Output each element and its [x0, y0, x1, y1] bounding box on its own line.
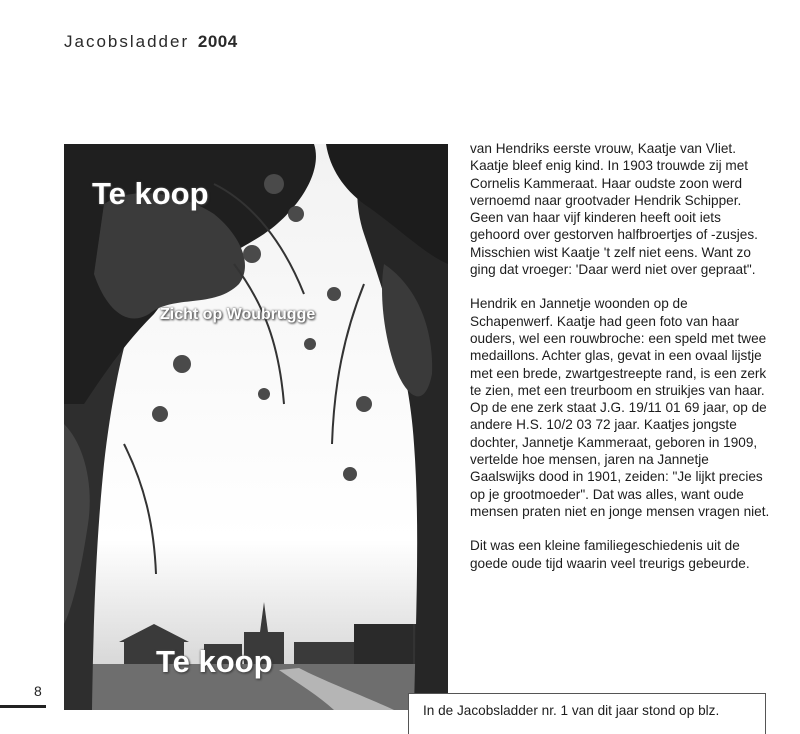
next-article-box	[408, 693, 766, 734]
village-photo	[64, 144, 448, 710]
article-paragraph: Hendrik en Jannetje woonden op de Schapenwerf. Kaatje had geen foto van haar ouders, wel een rouwbroche: een speld met twee medaillons. Achter glas, gevat in een ovaal lijstje met een brede, zwartgestreepte rand, is een zerk te zien, met een treurboom en struikjes van haar. Op de ene zerk staat J.G. 19/11 01 69 jaar, op de andere H.S. 10/2 03 72 jaar. Kaatjes jongste dochter, Jannetje Kammeraat, geboren in 1909, vertelde hoe mensen, jaren na Jannetje Gaalswijks dood in 1901, zeiden: "Je lijkt precies op je grootmoeder". Dat was alles, want oude mensen praten niet en jonge mensen vragen niet.	[470, 296, 770, 519]
photo-caption: Zicht op Woubrugge	[160, 306, 316, 323]
article-paragraph: van Hendriks eerste vrouw, Kaatje van Vliet. Kaatje bleef enig kind. In 1903 trouwde zij met Cornelis Kammeraat. Haar oudste zoon werd vernoemd naar grootvader Hendrik Schipper. Geen van haar vijf kinderen heeft ooit iets gehoord over gestorven halfbroertjes of -zusjes. Misschien wist Kaatje 't zelf niet eens. Want zo ging dat vroeger: 'Daar werd niet over gepraat".	[470, 141, 758, 278]
left-tree	[64, 144, 316, 710]
for-sale-label-top: Te koop	[92, 176, 209, 211]
issue-year: 2004	[197, 32, 238, 51]
next-article-text: In de Jacobsladder nr. 1 van dit jaar stond op blz.	[423, 703, 720, 718]
for-sale-label-bottom: Te koop	[156, 644, 273, 679]
article-paragraph: Dit was een kleine familiegeschiedenis uit de goede oude tijd waarin veel treurigs gebeurde.	[470, 538, 750, 571]
magazine-name: Jacobsladder	[64, 32, 190, 51]
running-header	[64, 32, 238, 52]
article-body	[470, 140, 770, 589]
page-number-rule	[0, 705, 46, 708]
page-number: 8	[34, 683, 42, 699]
tree-lined-road-illustration	[64, 144, 448, 710]
